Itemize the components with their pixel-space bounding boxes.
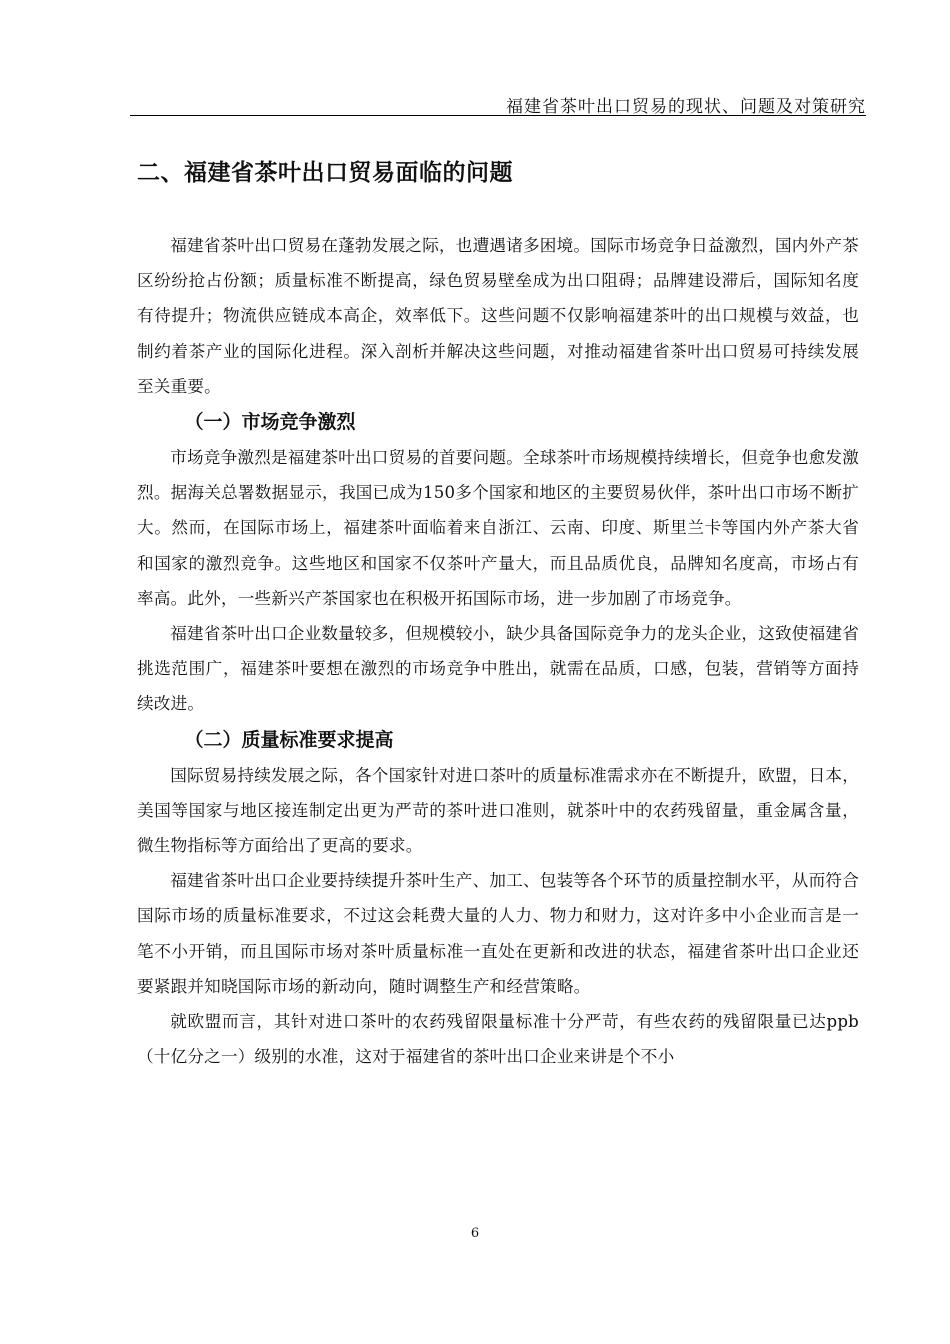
- paragraph: 就欧盟而言，其针对进口茶叶的农药残留限量标准十分严苛，有些农药的残留限量已达ppb（十亿分之一）级别的水准，这对于福建省的茶叶出口企业来讲是个不小: [137, 1012, 859, 1067]
- subsection-heading-market-competition: （一）市场竞争激烈: [184, 411, 356, 434]
- page-body: [137, 148, 859, 1074]
- section-title: 二、福建省茶叶出口贸易面临的问题: [137, 160, 513, 186]
- paragraph: 福建省茶叶出口企业要持续提升茶叶生产、加工、包装等各个环节的质量控制水平，从而符合国际市场的质量标准要求，不过这会耗费大量的人力、物力和财力，这对许多中小企业而言是一笔不小开销，而且国际市场对茶叶质量标准一直处在更新和改进的状态，福建省茶叶出口企业还要紧跟并知晓国际市场的新动向，随时调整生产和经营策略。: [137, 871, 859, 996]
- running-header: 福建省茶叶出口贸易的现状、问题及对策研究: [506, 97, 866, 117]
- header-rule: [130, 115, 866, 116]
- paragraph: 福建省茶叶出口企业数量较多，但规模较小，缺少具备国际竞争力的龙头企业，这致使福建省挑选范围广，福建茶叶要想在激烈的市场竞争中胜出，就需在品质，口感，包装，营销等方面持续改进。: [137, 624, 859, 714]
- intro-paragraph: 福建省茶叶出口贸易在蓬勃发展之际，也遭遇诸多困境。国际市场竞争日益激烈，国内外产茶区纷纷抢占份额；质量标准不断提高，绿色贸易壁垒成为出口阻碍；品牌建设滞后，国际知名度有待提升；物流供应链成本高企，效率低下。这些问题不仅影响福建茶叶的出口规模与效益，也制约着茶产业的国际化进程。深入剖析并解决这些问题，对推动福建省茶叶出口贸易可持续发展至关重要。: [137, 236, 859, 396]
- page-number: 6: [470, 1226, 480, 1241]
- paragraph: 市场竞争激烈是福建茶叶出口贸易的首要问题。全球茶叶市场规模持续增长，但竞争也愈发激烈。据海关总署数据显示，我国已成为150多个国家和地区的主要贸易伙伴，茶叶出口市场不断扩大。然而，在国际市场上，福建茶叶面临着来自浙江、云南、印度、斯里兰卡等国内外产茶大省和国家的激烈竞争。这些地区和国家不仅茶叶产量大，而且品质优良，品牌知名度高，市场占有率高。此外，一些新兴产茶国家也在积极开拓国际市场，进一步加剧了市场竞争。: [137, 448, 859, 608]
- paragraph: 国际贸易持续发展之际，各个国家针对进口茶叶的质量标准需求亦在不断提升，欧盟，日本，美国等国家与地区接连制定出更为严苛的茶叶进口准则，就茶叶中的农药残留量，重金属含量，微生物指标等方面给出了更高的要求。: [137, 765, 859, 856]
- subsection-heading-quality-standards: （二）质量标准要求提高: [184, 728, 394, 751]
